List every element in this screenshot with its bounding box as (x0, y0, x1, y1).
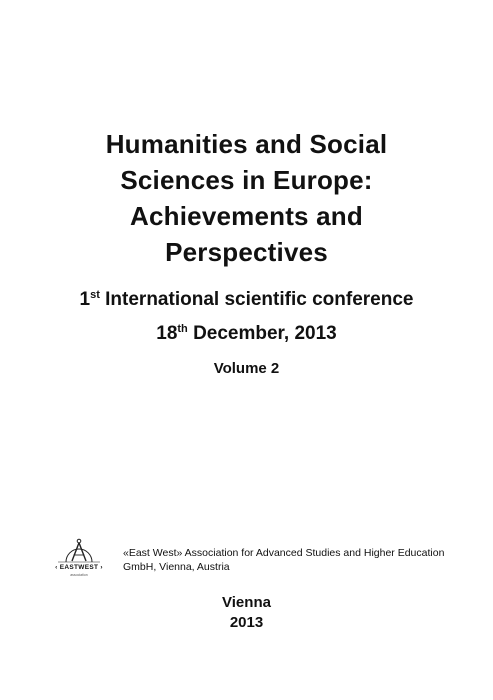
compass-icon (52, 536, 106, 566)
conference-name (0, 288, 493, 312)
logo-wordmark: ‹ EASTWEST › (55, 564, 103, 571)
date-day-suffix: th (177, 323, 188, 335)
conference-ordinal-suffix: st (90, 289, 100, 301)
imprint-year: 2013 (229, 614, 264, 631)
title-line-3: Achievements and (130, 201, 363, 231)
title-line-2: Sciences in Europe: (120, 165, 373, 195)
conference-ordinal: 1 (79, 289, 91, 310)
volume-label: Volume 2 (213, 360, 280, 377)
publisher-line-1: «East West» Association for Advanced Studies and Higher Education (123, 547, 445, 559)
publisher-block (52, 536, 472, 580)
imprint-city: Vienna (222, 594, 271, 611)
publisher-line-2: GmbH, Vienna, Austria (123, 561, 230, 573)
imprint (0, 593, 493, 633)
publisher-text (123, 546, 468, 574)
date-month-year: December, 2013 (193, 323, 337, 344)
date-day: 18 (156, 323, 178, 344)
conference-date (0, 322, 493, 346)
title-line-4: Perspectives (165, 237, 328, 267)
book-title (0, 126, 493, 270)
title-line-1: Humanities and Social (105, 129, 388, 159)
logo-subtext: association (70, 573, 88, 577)
conference-title: International scientific conference (105, 289, 414, 310)
eastwest-logo (52, 536, 106, 580)
